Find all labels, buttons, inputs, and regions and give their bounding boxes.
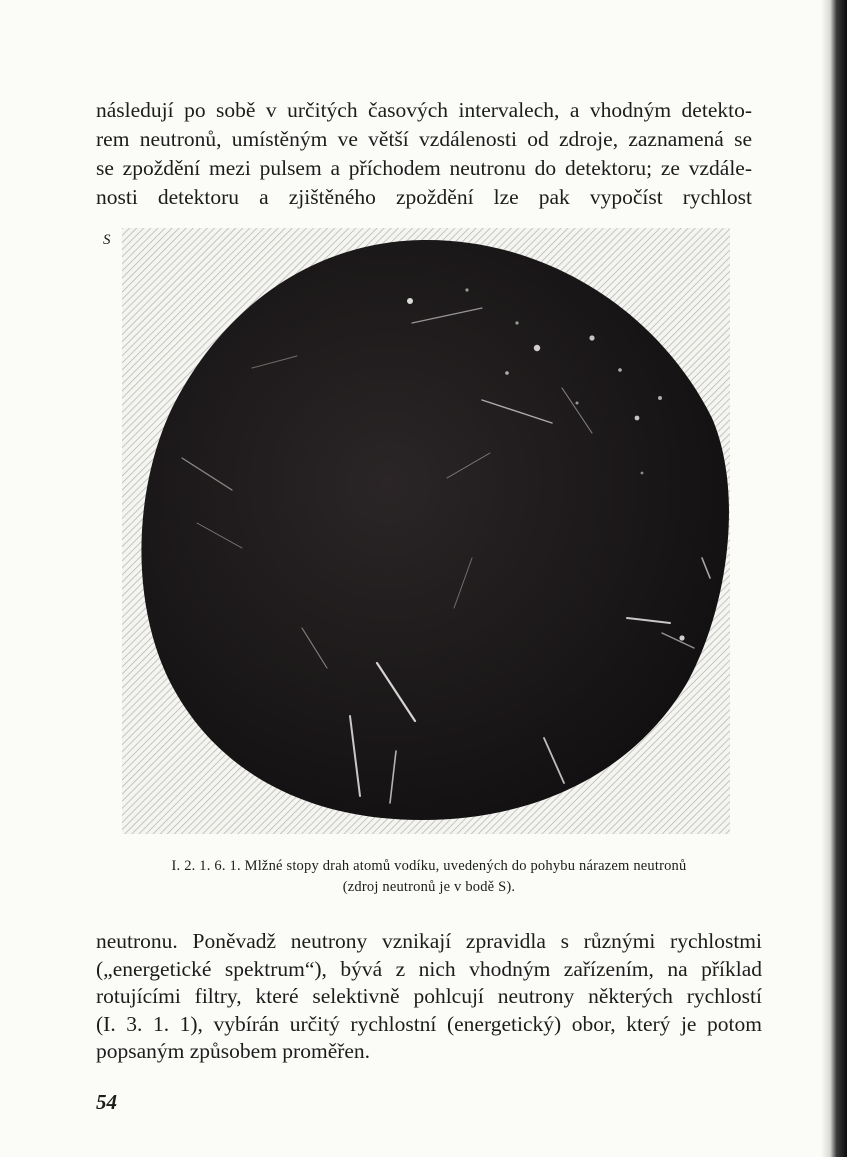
text-line: neutronu. Poněvadž neutrony vznikají zpravidla s různými rychlostmi bbox=[96, 929, 762, 953]
text-line: nosti detektoru a zjištěného zpoždění lze pak vypočíst rychlost bbox=[96, 185, 752, 209]
text-line: (I. 3. 1. 1), vybírán určitý rychlostní (energetický) obor, který je potom bbox=[96, 1011, 762, 1036]
page-number: 54 bbox=[96, 1090, 117, 1114]
source-point-label: S bbox=[103, 232, 111, 248]
caption-line: I. 2. 1. 6. 1. Mlžné stopy drah atomů vodíku, uvedených do pohybu nárazem neutronů bbox=[171, 858, 687, 874]
chamber-disc bbox=[141, 240, 729, 820]
text-line: následují po sobě v určitých časových intervalech, a vhodným detekto- bbox=[96, 98, 752, 122]
cloud-chamber-photo bbox=[122, 228, 730, 834]
text-line: se zpoždění mezi pulsem a příchodem neutronu do detektoru; ze vzdále- bbox=[96, 156, 752, 180]
text-line: rem neutronů, umístěným ve větší vzdálenosti od zdroje, zaznamená se bbox=[96, 127, 752, 151]
text-line: („energetické spektrum“), bývá z nich vhodným zařízením, na příklad bbox=[96, 956, 762, 981]
top-paragraph bbox=[96, 96, 752, 212]
bottom-paragraph bbox=[96, 928, 762, 1066]
caption-line: (zdroj neutronů je v bodě S). bbox=[342, 879, 516, 895]
book-spine-shadow bbox=[821, 0, 847, 1157]
text-line: popsaným způsobem proměřen. bbox=[96, 1039, 371, 1063]
text-line: rotujícími filtry, které selektivně pohlcují neutrony některých rychlostí bbox=[96, 984, 762, 1008]
figure-caption bbox=[94, 856, 764, 898]
